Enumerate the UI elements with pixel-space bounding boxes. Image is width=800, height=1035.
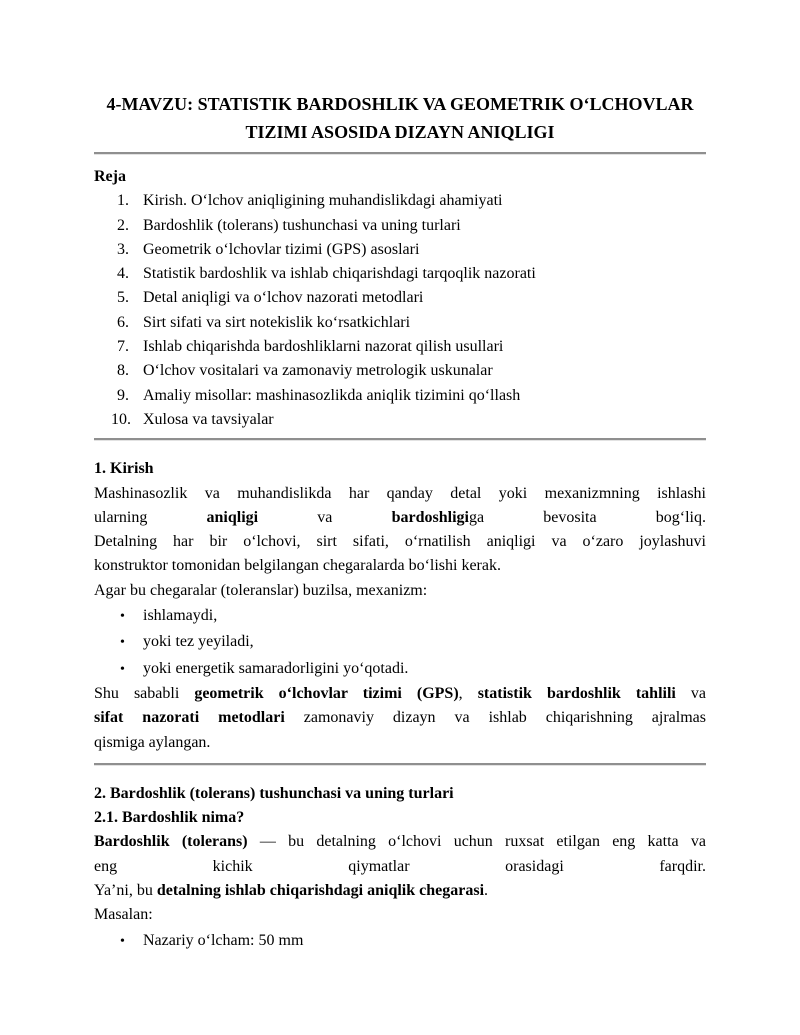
section-divider — [94, 763, 706, 766]
document-title-line2: TIZIMI ASOSIDA DIZAYN ANIQLIGI — [245, 122, 555, 142]
paragraph-text: zamonaviy dizayn va ishlab chiqarishning ajralmas — [284, 709, 706, 727]
bullet-text: ishlamaydi, — [143, 607, 218, 625]
bullet-text: yoki tez yeyiladi, — [143, 633, 254, 651]
bullet-item — [94, 603, 706, 629]
list-item-text: Amaliy misollar: mashinasozlikda aniqlik tizimini qo‘llash — [143, 386, 521, 404]
bullet-text: Nazariy o‘lcham: 50 mm — [143, 931, 304, 949]
bold-text: detalning ishlab chiqarishdagi aniqlik chegarasi — [156, 882, 485, 900]
list-item — [94, 189, 706, 213]
bullet-list — [94, 603, 706, 682]
bullet-icon: • — [120, 635, 125, 651]
paragraph-line: eng kichik qiymatlar orasidagi farqdir. — [94, 857, 706, 875]
list-item — [94, 335, 706, 359]
paragraph-line: Agar bu chegaralar (toleranslar) buzilsa, mexanizm: — [94, 581, 428, 599]
list-item-text: Xulosa va tavsiyalar — [143, 410, 274, 428]
paragraph-text: — bu detalning o‘lchovi uchun ruxsat etilgan eng katta va — [247, 833, 706, 851]
list-item-text: Detal aniqligi va o‘lchov nazorati metodlari — [143, 289, 424, 307]
bullet-item — [94, 928, 706, 954]
paragraph-text: . — [484, 882, 489, 900]
list-item-text: Statistik bardoshlik va ishlab chiqarishdagi tarqoqlik nazorati — [143, 265, 536, 283]
paragraph-line: qismiga aylangan. — [94, 733, 211, 751]
paragraph-text: Ya’ni, bu — [94, 882, 157, 900]
list-item — [94, 384, 706, 408]
paragraph-text: ga bevosita bog‘liq. — [468, 508, 707, 526]
reja-list — [94, 189, 706, 432]
document-title-line1: 4-MAVZU: STATISTIK BARDOSHLIK VA GEOMETRIK O‘LCHOVLAR — [106, 94, 694, 114]
paragraph-text: ularning — [94, 508, 207, 526]
bold-text: Bardoshlik (tolerans) — [94, 833, 248, 851]
section-divider — [94, 152, 706, 155]
list-item-number: 3. — [117, 240, 129, 258]
bullet-item — [94, 656, 706, 682]
list-item-text: Kirish. O‘lchov aniqligining muhandislikdagi ahamiyati — [143, 192, 503, 210]
list-item-text: Bardoshlik (tolerans) tushunchasi va uning turlari — [143, 216, 461, 234]
bullet-icon: • — [120, 661, 125, 677]
reja-heading: Reja — [94, 168, 126, 185]
list-item — [94, 286, 706, 310]
section-heading-bardoshlik: 2. Bardoshlik (tolerans) tushunchasi va uning turlari — [94, 784, 454, 802]
list-item-number: 7. — [117, 338, 129, 356]
bullet-text: yoki energetik samaradorligini yo‘qotadi. — [143, 659, 409, 677]
paragraph-line — [94, 706, 706, 730]
section-divider — [94, 438, 706, 441]
paragraph-line: Mashinasozlik va muhandislikda har qanday detal yoki mexanizmning ishlashi — [94, 484, 706, 502]
bold-text: sifat nazorati metodlari — [94, 709, 285, 727]
section-heading-kirish: 1. Kirish — [94, 460, 154, 478]
paragraph-text: , — [458, 684, 478, 702]
bold-text: aniqligi — [206, 508, 259, 526]
list-item — [94, 359, 706, 383]
bold-text: statistik bardoshlik tahlili — [477, 684, 676, 702]
list-item-text: O‘lchov vositalari va zamonaviy metrologik uskunalar — [143, 362, 493, 380]
bullet-item — [94, 629, 706, 655]
paragraph-line — [94, 879, 706, 903]
list-item — [94, 408, 706, 432]
paragraph-line — [94, 682, 706, 706]
list-item-number: 4. — [117, 265, 129, 283]
paragraph-text: Shu sababli — [94, 684, 195, 702]
subsection-heading: 2.1. Bardoshlik nima? — [94, 809, 245, 827]
list-item — [94, 214, 706, 238]
paragraph-line: konstruktor tomonidan belgilangan chegaralarda bo‘lishi kerak. — [94, 557, 501, 575]
document-title — [94, 90, 706, 146]
paragraph-text: va — [675, 684, 706, 702]
paragraph-line: Masalan: — [94, 906, 153, 924]
list-item-number: 5. — [117, 289, 129, 307]
list-item-number: 9. — [117, 386, 129, 404]
list-item — [94, 238, 706, 262]
bullet-list — [94, 928, 706, 954]
list-item-number: 2. — [117, 216, 129, 234]
list-item-text: Ishlab chiqarishda bardoshliklarni nazorat qilish usullari — [143, 338, 504, 356]
list-item-text: Geometrik o‘lchovlar tizimi (GPS) asoslari — [143, 240, 420, 258]
bold-text: bardoshligi — [391, 508, 469, 526]
paragraph-line — [94, 506, 706, 530]
list-item — [94, 311, 706, 335]
list-item-number: 8. — [117, 362, 129, 380]
bullet-icon: • — [120, 933, 125, 949]
list-item-number: 1. — [117, 192, 129, 210]
paragraph-text: va — [258, 508, 392, 526]
paragraph-line — [94, 830, 706, 854]
list-item-number: 6. — [117, 313, 129, 331]
list-item-text: Sirt sifati va sirt notekislik ko‘rsatkichlari — [143, 313, 411, 331]
paragraph-line: Detalning har bir o‘lchovi, sirt sifati, o‘rnatilish aniqligi va o‘zaro joylashuvi — [94, 533, 706, 551]
bold-text: geometrik o‘lchovlar tizimi (GPS) — [194, 684, 459, 702]
bullet-icon: • — [120, 609, 125, 625]
list-item — [94, 262, 706, 286]
list-item-number: 10. — [111, 410, 131, 428]
